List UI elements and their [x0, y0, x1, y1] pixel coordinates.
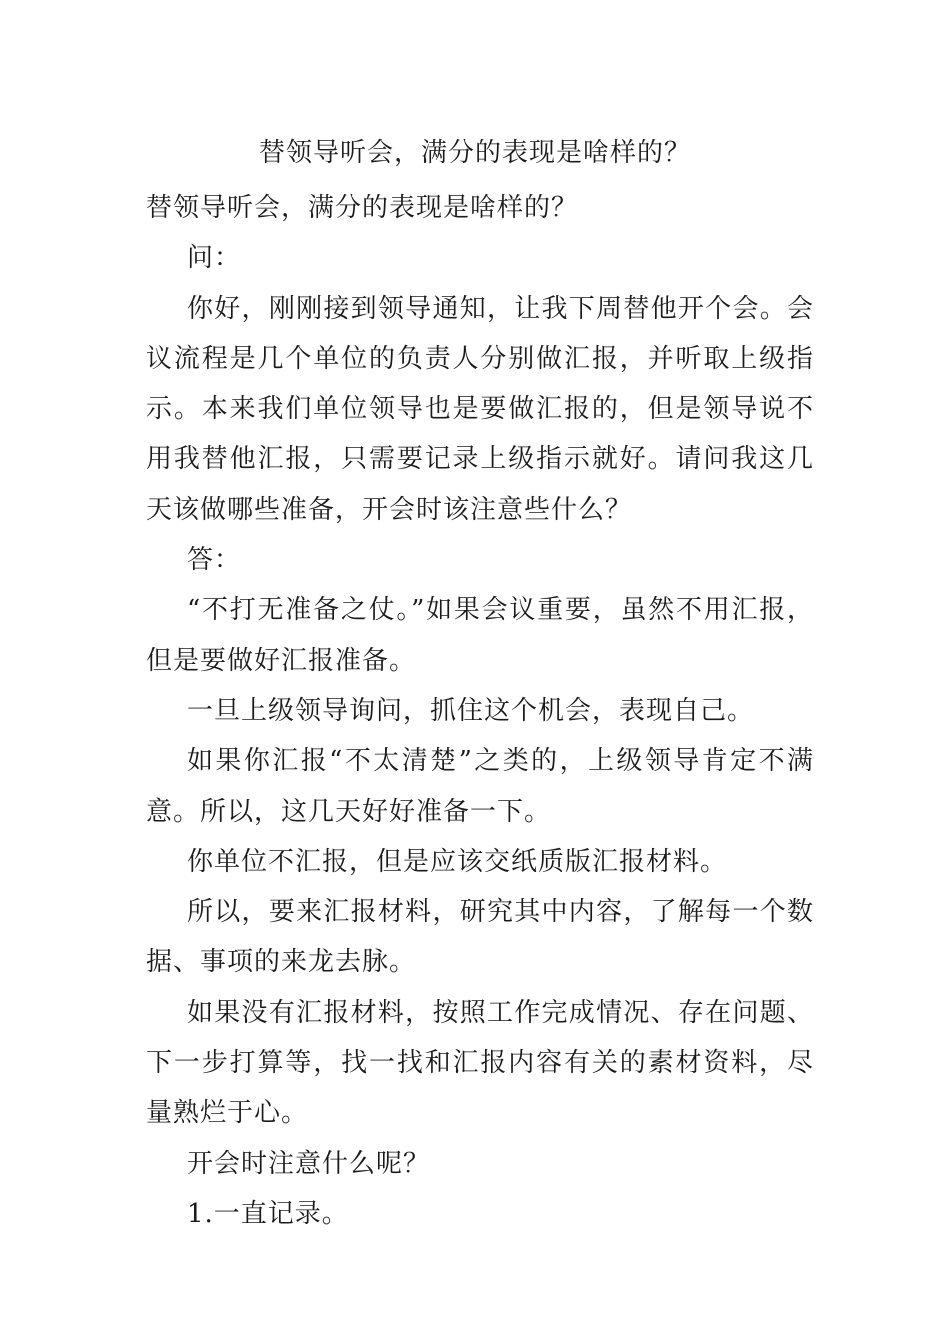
paragraph: 答：: [187, 545, 242, 576]
paragraph: 问：: [187, 243, 242, 274]
document-body: [146, 183, 814, 1239]
paragraph: “不打无准备之仗。”如果会议重要，虽然不用汇报，但是要做好汇报准备。: [146, 595, 814, 676]
paragraph: 你好，刚刚接到领导通知，让我下周替他开个会。会议流程是几个单位的负责人分别做汇报，并听取上级指示。本来我们单位领导也是要做汇报的，但是领导说不用我替他汇报，只需要记录上级指示就好。请问我这几天该做哪些准备，开会时该注意些什么？: [146, 293, 814, 525]
paragraph: 如果没有汇报材料，按照工作完成情况、存在问题、下一步打算等，找一找和汇报内容有关的素材资料，尽量熟烂于心。: [146, 997, 814, 1129]
paragraph: 开会时注意什么呢？: [187, 1148, 431, 1179]
paragraph: 1.一直记录。: [187, 1198, 349, 1229]
paragraph: 你单位不汇报，但是应该交纸质版汇报材料。: [187, 846, 728, 877]
document-title: 替领导听会，满分的表现是啥样的？: [258, 138, 691, 168]
paragraph: 如果你汇报“不太清楚”之类的，上级领导肯定不满意。所以，这几天好好准备一下。: [146, 746, 814, 827]
paragraph: 替领导听会，满分的表现是啥样的？: [146, 193, 579, 223]
paragraph: 一旦上级领导询问，抓住这个机会，表现自己。: [187, 695, 755, 726]
paragraph: 所以，要来汇报材料，研究其中内容，了解每一个数据、事项的来龙去脉。: [146, 897, 814, 978]
